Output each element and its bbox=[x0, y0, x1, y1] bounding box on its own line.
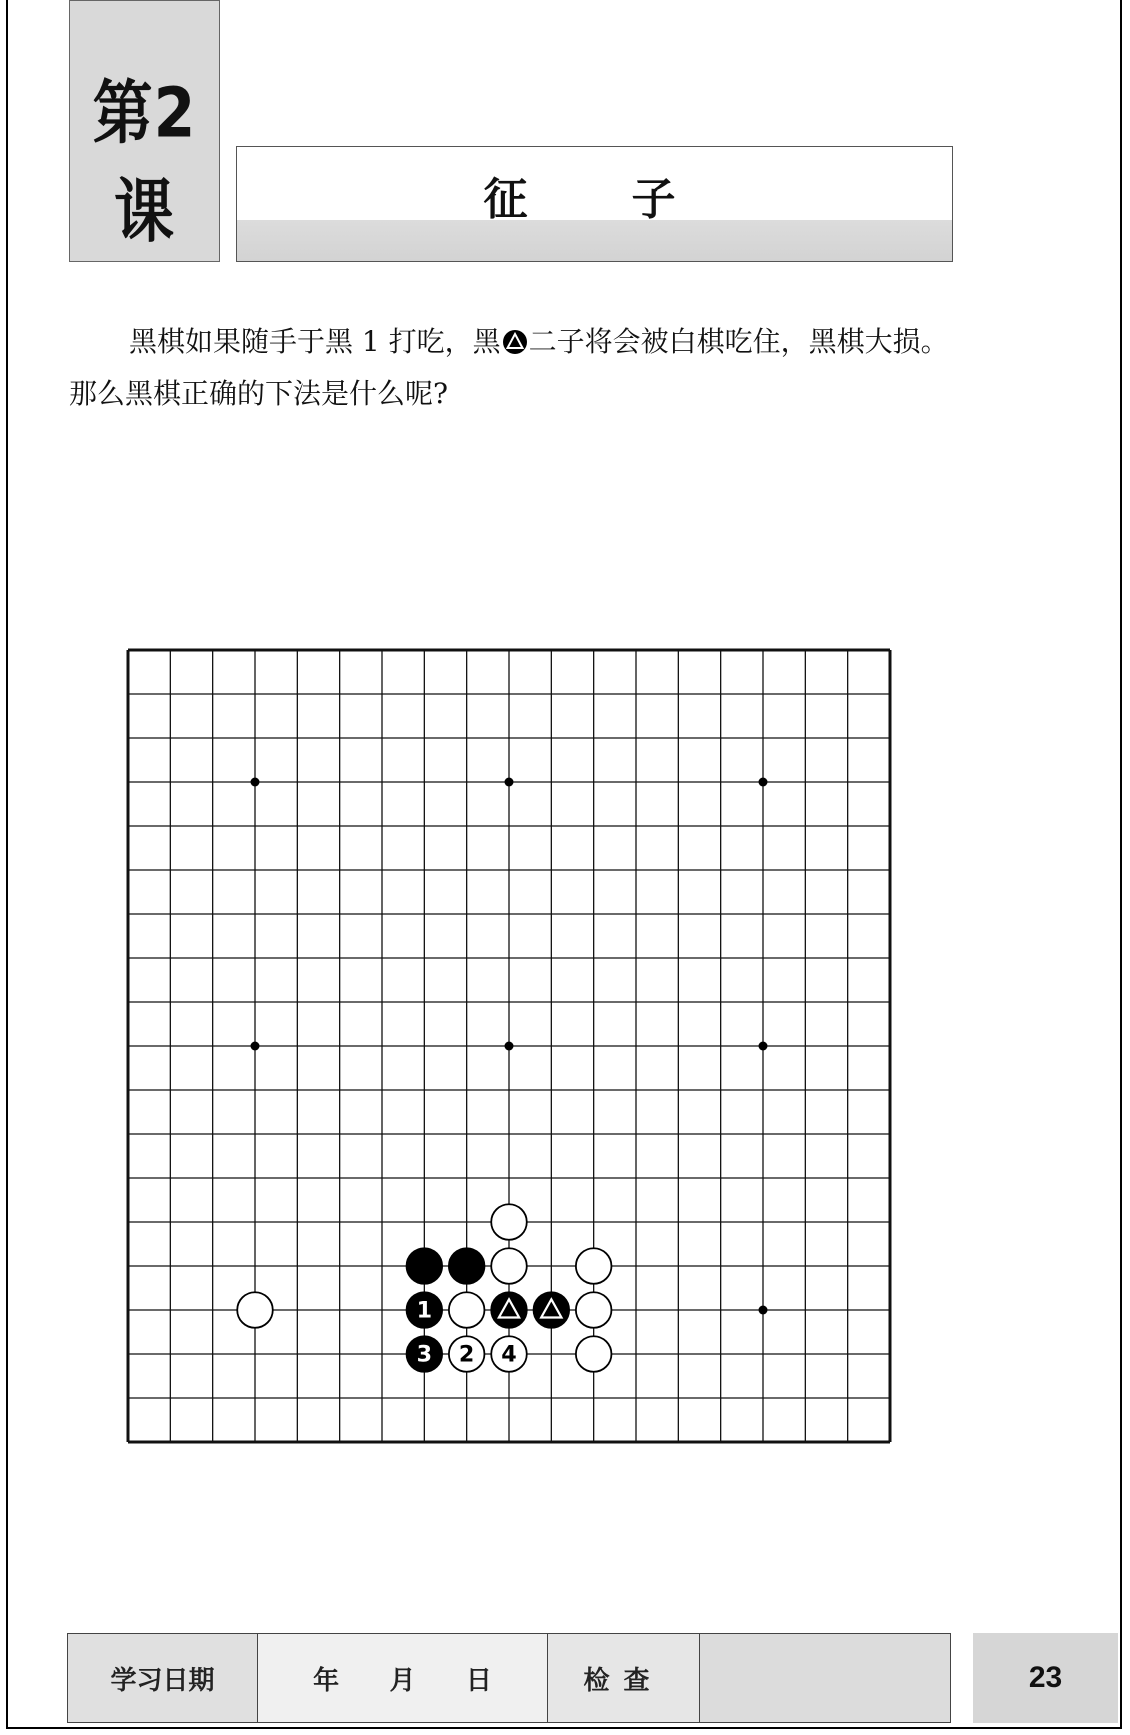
lesson-number: 第2课 bbox=[92, 73, 197, 253]
move-number-label: 4 bbox=[501, 1341, 517, 1368]
check-field bbox=[700, 1634, 950, 1722]
white-stone bbox=[491, 1248, 527, 1284]
study-record-bar bbox=[67, 1633, 951, 1723]
move-number-label: 1 bbox=[416, 1297, 433, 1324]
black-stone bbox=[407, 1248, 443, 1284]
paragraph-text-2: 二子将会被白棋吃住，黑棋大损。那么黑棋正确的下法是什么呢? bbox=[69, 325, 949, 410]
star-point bbox=[251, 1042, 260, 1051]
day-label: 日 bbox=[465, 1665, 492, 1696]
star-point bbox=[251, 778, 260, 787]
move-number-label: 2 bbox=[458, 1341, 475, 1368]
lesson-title: 征 子 bbox=[483, 174, 706, 225]
go-board-diagram bbox=[126, 648, 892, 1444]
study-date-label: 学习日期 bbox=[68, 1634, 258, 1722]
go-board bbox=[126, 648, 892, 1444]
star-point bbox=[505, 1042, 514, 1051]
lesson-title-box bbox=[236, 146, 953, 262]
white-stone bbox=[449, 1292, 485, 1328]
white-stone bbox=[491, 1204, 527, 1240]
black-stone bbox=[449, 1248, 485, 1284]
lesson-paragraph bbox=[69, 316, 959, 420]
white-stone bbox=[237, 1292, 273, 1328]
white-stone bbox=[576, 1248, 612, 1284]
star-point bbox=[759, 1306, 768, 1315]
year-label: 年 bbox=[313, 1665, 340, 1696]
page-number: 23 bbox=[973, 1633, 1118, 1723]
paragraph-text-1: 黑棋如果随手于黑 1 打吃，黑 bbox=[129, 325, 501, 358]
star-point bbox=[759, 1042, 768, 1051]
month-label: 月 bbox=[389, 1665, 416, 1696]
white-stone bbox=[576, 1336, 612, 1372]
star-point bbox=[505, 778, 514, 787]
check-label: 检查 bbox=[548, 1634, 700, 1722]
lesson-tab bbox=[69, 0, 220, 262]
star-point bbox=[759, 778, 768, 787]
date-fields bbox=[258, 1634, 548, 1722]
white-stone bbox=[576, 1292, 612, 1328]
triangle-stone-icon bbox=[502, 329, 528, 355]
move-number-label: 3 bbox=[416, 1341, 433, 1368]
